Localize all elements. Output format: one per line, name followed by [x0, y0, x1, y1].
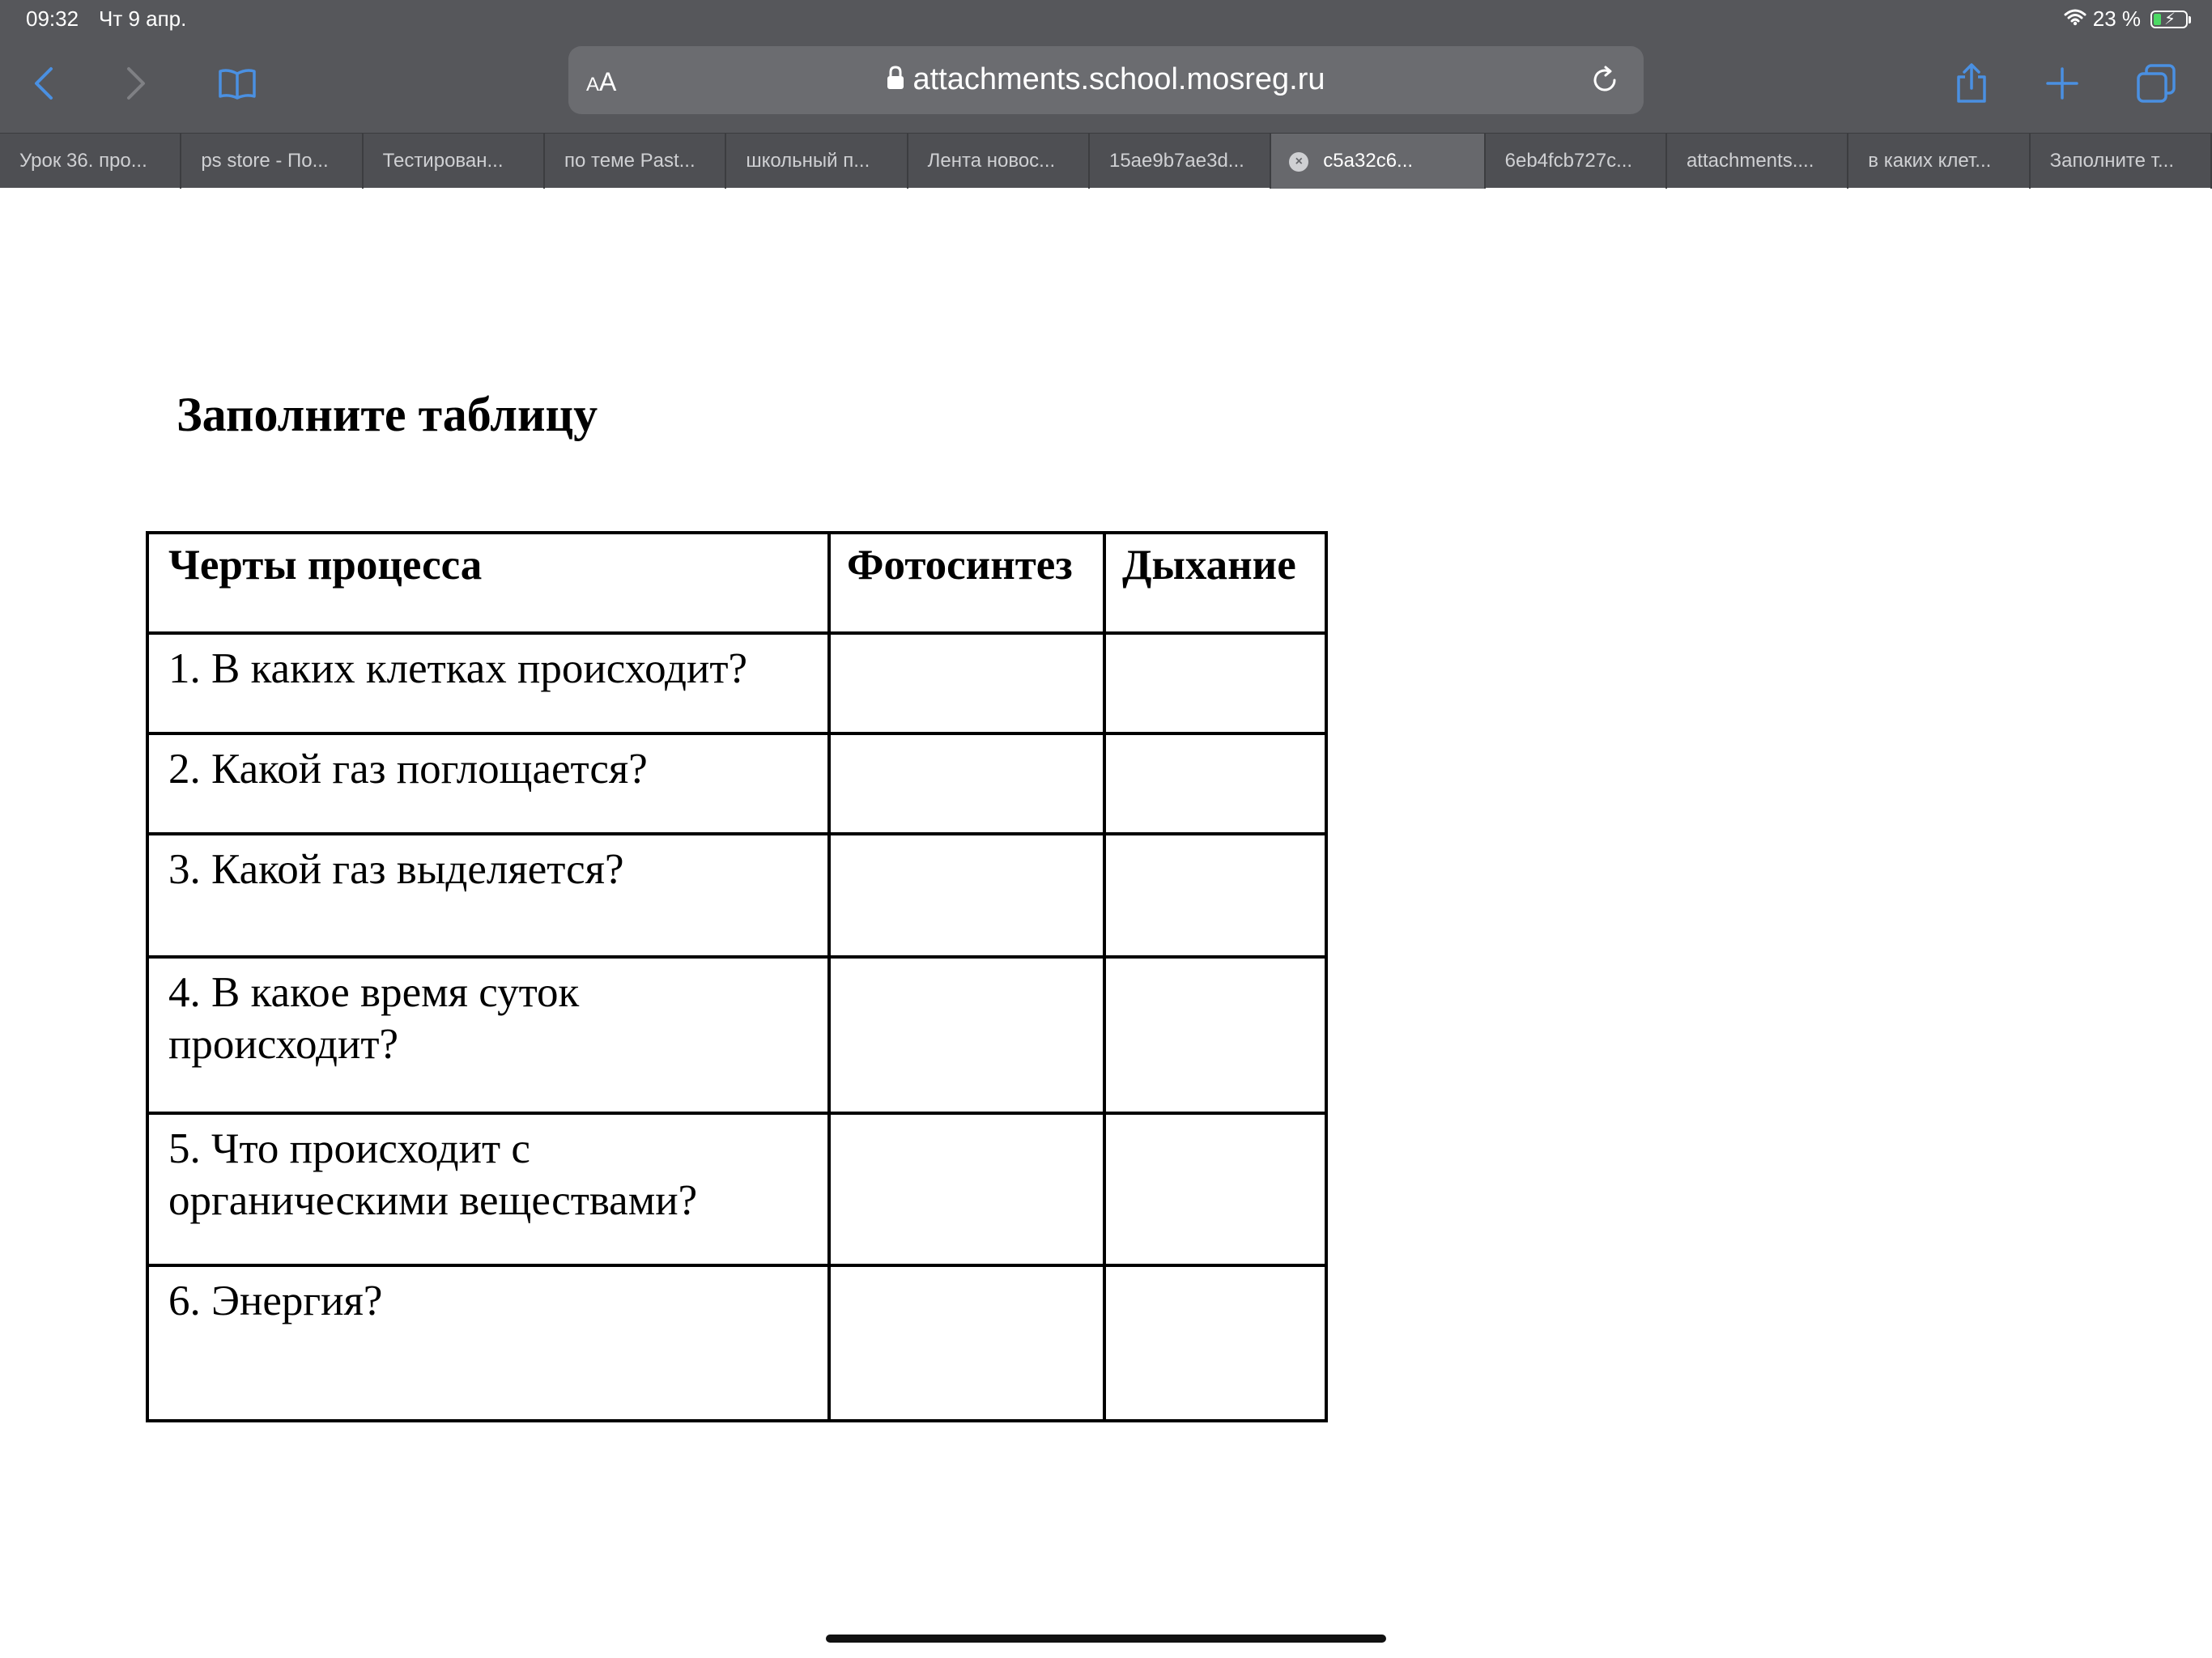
feature-cell: 6. Энергия?: [147, 1265, 829, 1421]
tab-label: 6eb4fcb727c...: [1504, 150, 1633, 172]
respiration-cell: [1104, 1265, 1326, 1421]
browser-tab[interactable]: [908, 134, 1090, 189]
photosynthesis-cell: [829, 957, 1104, 1113]
tab-label: Урок 36. про...: [19, 150, 147, 172]
home-indicator: [826, 1635, 1386, 1643]
reload-button[interactable]: [1589, 64, 1621, 100]
status-time: 09:32: [26, 6, 79, 31]
task-table: [146, 531, 1328, 1422]
new-tab-button[interactable]: [2034, 55, 2091, 112]
table-row: [147, 1113, 1326, 1265]
tab-label: Тестирован...: [382, 150, 504, 172]
book-icon: [217, 67, 257, 100]
respiration-cell: [1104, 1113, 1326, 1265]
tab-label: c5a32c6...: [1323, 150, 1414, 172]
plus-icon: [2045, 66, 2079, 100]
table-row: [147, 957, 1326, 1113]
respiration-cell: [1104, 633, 1326, 733]
feature-cell: 5. Что происходит с органическими веществами?: [147, 1113, 829, 1265]
feature-cell: 3. Какой газ выделяется?: [147, 834, 829, 957]
tab-label: школьный п...: [746, 150, 870, 172]
chevron-left-icon: [30, 66, 59, 101]
photosynthesis-cell: [829, 1113, 1104, 1265]
browser-chrome: [0, 0, 2212, 188]
respiration-cell: [1104, 957, 1326, 1113]
share-button[interactable]: [1943, 55, 2000, 112]
lock-icon: [887, 66, 904, 90]
photosynthesis-cell: [829, 834, 1104, 957]
page-title: Заполните таблицу: [177, 388, 598, 441]
tab-label: attachments....: [1686, 150, 1814, 172]
photosynthesis-cell: [829, 633, 1104, 733]
tab-label: ps store - По...: [201, 150, 329, 172]
chevron-right-icon: [121, 66, 150, 101]
browser-tab[interactable]: [1848, 134, 2030, 189]
browser-toolbar: [0, 37, 2212, 133]
respiration-cell: [1104, 834, 1326, 957]
tab-label: по теме Past...: [564, 150, 696, 172]
battery-charging-icon: ⚡: [2150, 11, 2188, 28]
tab-strip: [0, 133, 2212, 188]
status-bar: [0, 0, 2212, 37]
tabs-overview-icon: [2137, 64, 2176, 103]
url-display[interactable]: [568, 62, 1644, 97]
tabs-overview-button[interactable]: [2128, 55, 2184, 112]
feature-cell: 2. Какой газ поглощается?: [147, 733, 829, 834]
table-row: [147, 834, 1326, 957]
tab-label: Лента новос...: [927, 150, 1056, 172]
browser-tab[interactable]: [2031, 134, 2212, 189]
browser-tab[interactable]: [1667, 134, 1848, 189]
browser-tab[interactable]: [545, 134, 726, 189]
browser-tab[interactable]: [364, 134, 545, 189]
table-row: [147, 633, 1326, 733]
browser-tab[interactable]: [1090, 134, 1271, 189]
header-photosynthesis: Фотосинтез: [829, 533, 1104, 633]
close-tab-icon[interactable]: ×: [1289, 152, 1308, 172]
table-row: [147, 1265, 1326, 1421]
feature-cell: 4. В какое время суток происходит?: [147, 957, 829, 1113]
reload-icon: [1589, 64, 1621, 96]
table-row: [147, 733, 1326, 834]
battery-percent: 23 %: [2092, 6, 2141, 31]
bookmarks-button[interactable]: [209, 55, 266, 112]
photosynthesis-cell: [829, 1265, 1104, 1421]
status-date: Чт 9 апр.: [99, 6, 187, 31]
photosynthesis-cell: [829, 733, 1104, 834]
browser-tab[interactable]: [0, 134, 181, 189]
tab-label: Заполните т...: [2049, 150, 2175, 172]
wifi-icon: [2064, 6, 2087, 32]
reader-options-button[interactable]: AA: [586, 67, 617, 96]
browser-tab[interactable]: [726, 134, 908, 189]
tab-label: 15ae9b7ae3d...: [1108, 150, 1244, 172]
header-respiration: Дыхание: [1104, 533, 1326, 633]
forward-button[interactable]: [107, 55, 164, 112]
status-indicators: [2064, 6, 2188, 32]
browser-tab[interactable]: [1486, 134, 1667, 189]
feature-cell: 1. В каких клетках происходит?: [147, 633, 829, 733]
respiration-cell: [1104, 733, 1326, 834]
back-button[interactable]: [16, 55, 73, 112]
browser-tab[interactable]: [181, 134, 363, 189]
browser-tab[interactable]: [1271, 134, 1485, 189]
header-features: Черты процесса: [147, 533, 829, 633]
tab-label: в каких клет...: [1868, 150, 1992, 172]
url-text: attachments.school.mosreg.ru: [912, 62, 1325, 96]
address-bar[interactable]: [568, 46, 1644, 114]
share-icon: [1954, 62, 1989, 104]
table-header-row: [147, 533, 1326, 633]
